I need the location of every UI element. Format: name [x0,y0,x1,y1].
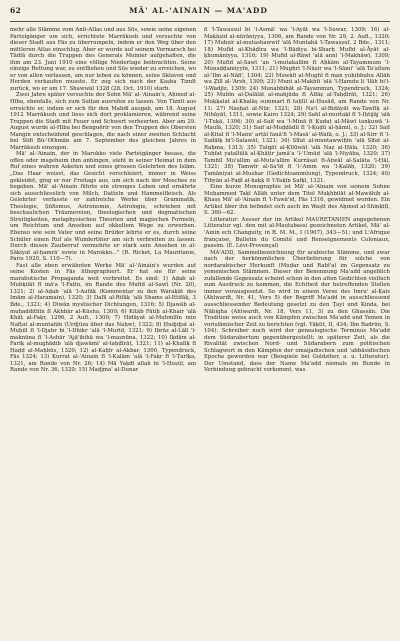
left-column [10,27,196,627]
paragraph: Eine kurze Monographie ist Mā' al-'Ainain von seinem Sohne Muḥammed Taḳī Allāh unter dem Titel Muḳhbilāt al-Mawāhib al-Ḳhaṣṣ Mā' al-'Ainain fī 'l-Fawā'id, Fās 1316, gewidmet worden. Ein Artikel über ihn befindet sich auch im Waṣīt des Aḥmed al-Shinḳīṭī, S. 360—62. [204,184,390,217]
header-rule [10,21,390,22]
entry-paragraph: MA'ADD, Sammelbezeichnung für arabische Stämme, und zwar nach der herkömmlichen Überlieferung für solche von nordarabischer Herkunft (Muḍar und Rabī'a) im Gegensatz zu yemenischen Stämmen. Dieser der Benennung Ma'add angeblich zufallende Gegensatz scheint schon in den alten Gedichten vielfach zum Ausdruck zu kommen, die Echtheit der betreffenden Stellen immer vorausgesetzt. So wird in einem Verse des Imru' al-Ḳais (Ahlwardt, Nr. 41, Vers 5) der Begriff Ma'add in ausschliessend ausschliessender Bedeutung gesetzt zu den Ṭayi und Kinda, bei Nābigha (Ahlwardt, Nr. 18, Vers 11, 3) zu den Ghassān. Die Tradition weiss auch von Kämpfen zwischen Ma'add und Yemen in vorislāmischer Zeit zu berichten (vgl. Yāḳūt, II, 434; Ibn Badrūn, S. 104). Schreiber noch wird der genealogische Terminus Ma'add dem Südarabertum gegenübergestellt; in späterer Zeit, als die Rivalität zwischen Nord- und Südarabern zum politischen Schlagwort in den Kämpfen der omaijadischen und 'abbāsidischen Epoche geworden war (Beispiele bei Goldziher, a. u. Litteratur). Der Umstand, dass der Name Ma'add niemals im Bunde in Verbindung gebracht vorkommt, was [204,249,390,374]
running-title: MĀ' AL-'AINAIN — MA'ADD [129,6,268,15]
page-number: 62 [10,6,22,15]
paragraph: mehr alle Stämme vom Anti-Atlas und aus Sūs, sowie seine eigenen Parteigänger um sich, errichtete Marrākush und versuchte von dieser Stadt aus Fäs zu überrumpeln, indem er den Weg über den mittleren Atlas einschlug. Aber er wurde auf seinem Vormarsch bei Tādlā durch die Truppen des Generals Moinier aufgehalten, die ihm am 23. Juni 1910 eine völlige Niederlage beibrachten. Seine einzige Rettung war, zu entfliehen und Sūs wieder zu erreichen, wo er von allen verlassen, um nur leben zu können, seine Sklaven und Herden verkaufen musste. Er zog sich nach der Ḳaṣba Tiznīt zurück, wo er am 17. Shawwāl 1328 (28. Oct. 1910) starb. [10,27,196,92]
paragraph: fi 'l-Tawassul bi 'l-Asmā' wa 'l-Āyāt wa 'l-Suwar, 1309; 16) al-Maḳāṣid al-nūrāniyya, 1306, am Rande von Nr. 29, 2. Aufl., 1320; 17) Mubṣir al-mutashawwif 'alā Muntahā 'l-Tawaṣṣuf, 2 Bde., 1311; 18) Mufīd al-Khāḍira wa 'l-Bādiya bi-Sharḥ Mufīd al-Āyāt al-ḳhumāniyya, 1316; 19) Mufīd al-Rāwī 'alā anni 'l-Makhāwī, 1309; 20) Mufīd al-Sawī 'an 'l-mutakallim fī Aḥkām al-Tayammum 'l-Munaḍḍamiyyīn, 1311; 21) Mughrī 'l-Nāẓir wa 'l-Sāmi' 'alā Ta'allum al-'Ilm al-Nāfi', 1304; 22) Muwāfi al-Mughī fī man yuḥibbuhu Allāh wa Ẓill al-'Arsh, 1309; 23) Munt al-Makhfi 'alā 'l-Ḥamdu li 'llāh bi'l-'l-Wadjīz, 1309; 24) Munabbihāt al-Tayammun, Typendruck, 1324; 25) Mubīn al-Ḍalālāt al-mahjūda fī Alfāẓ al-Taḥḍīrāt, 1321; 26) Muḳḳalat al-Khalāṣ summarī fī taḥlīl al-Ḥusād, am Rande von Nr. 11; 27) Naṣḥat al-Nūr, 1321; 28) Na't al-Bidāyāt wa-Tawfīḳ al-Nihāyāt, 1311, sowie Kairo 1324; 29) Sahl al-murtaḳī fī 'l-Iḥtijāj 'alā 'l-Tuḳā, 1306; 30) al-Saif wa 'l-Minā fī Ḳudaṭ al-Māwī tanḳuwā 'l-Maulā, 1320; 31) Saif al-Muḍḍādil fī 'l-Ḳuḍū al-ḥāmil, o. J.; 32) Saif al-Ḳital fī 'l-Mann' arṭāl fanā'fi 'l-Masā' al-Wafā, o. J.; 33) al-Sirr fī 'l-Sadāīḳ bi'l-Salawāt, 1321; 34) Sīfat al-muntawwiḥīn 'alā Sīfat al-Raḥma, 1313; 35) Ṭalqāt al-Ḳīlūwāt 'alā Naẓ al-Ḥāla, 1320; 36) Tuḥfat yatallūlā al-Ḳhāṭir jamā'a 'l-'Umūd 'alā 'l-Niyāba, 1320; 37) Tamhīl Mu'allim al-Muta'allim Kurrāsat fī-Aṭwāl al-Ṣalāta 'l-Ḥāl, 1321; 38) Tamwīr al-Sa'īd fī 'l-'Amm wa 'l-Ḳalāḥ, 1320; 39) Ṭamāniyat al-Mushar (Gedichtsammlung), Typendruck, 1324; 40) Tibyān al-Faḍl al-ḥaḳḳ fī 'l-Yaḳīn Ṣafḳī, 1321. [204,27,390,184]
text-columns [10,27,390,627]
bibliography-paragraph: Litteratur: Ausser der im Artikel MAURETANIEN angegebenen Litteratur vgl. den mit al-Mautabassi gezeichneten Artikel, Mā' al-'Ainin ech Changuity, in R. M. M., I (1907), 343—51; und L'Afrique française, Bulletin du Comité und Renseignements Coloniaux, passim. (É. Lévi-Provençal) [204,216,390,250]
paragraph: Mā' al-'Ainain, der in Marokko viele Parteigänger besass, die offen oder insgeheim ihm anhingen, steht in seiner Heimat in dem Ruf eines wahren Asketen und eines grossen Gelehrten des Islām. „Das Haar weisst, das Gesicht verschleiert, immer in Weiss gekleidet, ging er nur Freitags aus, um sich nach der Moschee zu begeben. Mā' al-'Ainain führte ein strenges Leben und ernährte sich ausschliesslich von Milch, Datteln und Hammelfleisch. Als Gelehrter verfasste er zahlreiche Werke über Grammatik, Theologie, Ṣūfismus, Astronomie, Astrologie, schrieben mit beschaulichen Träumereien, theologischen und dogmatischen Streitigkeiten, metaphysischen Theorien und magischen Formeln, um Reichtum und Ansehen auf okkultem Wege zu erwerben. Ebenso wie sein Vater und seine Brüder lehrte er es, durch seine Schüler einen Ruf als Wundertäter am sich verbreiten zu lassen. Durch diesen Zauberruf vermehrte er stark sein Ansehen in al-Ṣāḳiyat al-ḥamrā' sowie in Marokko..." (R. Ricket, La Mauritanie, Paris 1920, S. 110—7). [10,151,196,263]
running-header [10,6,390,18]
paragraph: Fast alle eben erwähnten Werke Mā' al-'Ainain's wurden auf seine Kosten in Fās lithographiert. Er hat sie für seine marabutische Propaganda weit verbreitet. Es sind: 1) Aḍab al-Mubḳilāt fī mā'a 'l-Faṭīn, im Rande des Mufīd al-Sawī (Nr. 20), 1321; 2) al-Aḍab 'alā 'l-Aufāḳ (Kommentar zu den Waraḳāt des Imām al-Ḥaramain), 1320; 3) Dalīl al-Rifāḳ 'alā Shams al-Ittifāḳ, 3 Bde., 1321; 4) Dīwān mystischer Dichtungen, 1316; 5) Djawāb al-muḥaddithīn fī Akhbār al-Kūsha, 1300; 6) Kitāb Fātiḥ al-Khair 'alā Khāṭ al-Faḳr, 1296, 2 Aufl., 1300; 7) Hidāyat al-Muhmilīn min Nafṭat al-muntahīn (Urdjūza über das Naḥw), 1322; 8) Ḥudjdjat al-Muḥill fī 'l-Djahr bi 'l-Dhikr 'alā 'l-Murīd, 1321; 9) Ibrāz al-Lālī 'l-maknūna fī 'l-Ashār 'Ajā'ibihā wa 'l-maṣnūna, 1322; 10) Iḳdām al-Farīḳ al-mughāḍib 'alā djawāmi' al-taḥḍīrāt, 1321; 11) al-Khalīḳ fī Ḥaḍḍ al-Maḥbūs, 1320; 12) al-Kaḥīr al-Akbar, 1300, Typendruck, Fās 1324; 13) Ḳurrat al-'Ainain fī 'l-Kalām 'alā 'l-Faḳr fī 'l-Ṭarīḳa, 1321, am Rande von Nr. 26; 14) Mā Yaḳdī allah bi 'l-Ḥuṣūl, am Rande von Nr. 36, 1320; 15) Madjma' al-Dunar [10,262,196,374]
right-column [204,27,390,627]
paragraph: Zwei Jahre später versuchte der Sohn Mā' al-'Ainain's, Aḥmed al-Hība, ebenfalls, sich zum Sulṭan ausrufen zu lassen. Von Tiznīt aus erreichte er, indem er sich für den Mahdī ausgab, am 18. August 1912 Marrākush und liess sich dort proklamieren, während seine Truppen die Stadt mit Feuer und Schwert verheerten. Aber am 29. August wurde al-Hība bei Benguērir von den Truppen des Obersten Mangin entscheidend geschlagen, die nach einer zweiten Schlacht bei Sīdī Bū-'Othmān am 7. September des gleichen Jahres in Marrākush einzogen. [10,92,196,151]
